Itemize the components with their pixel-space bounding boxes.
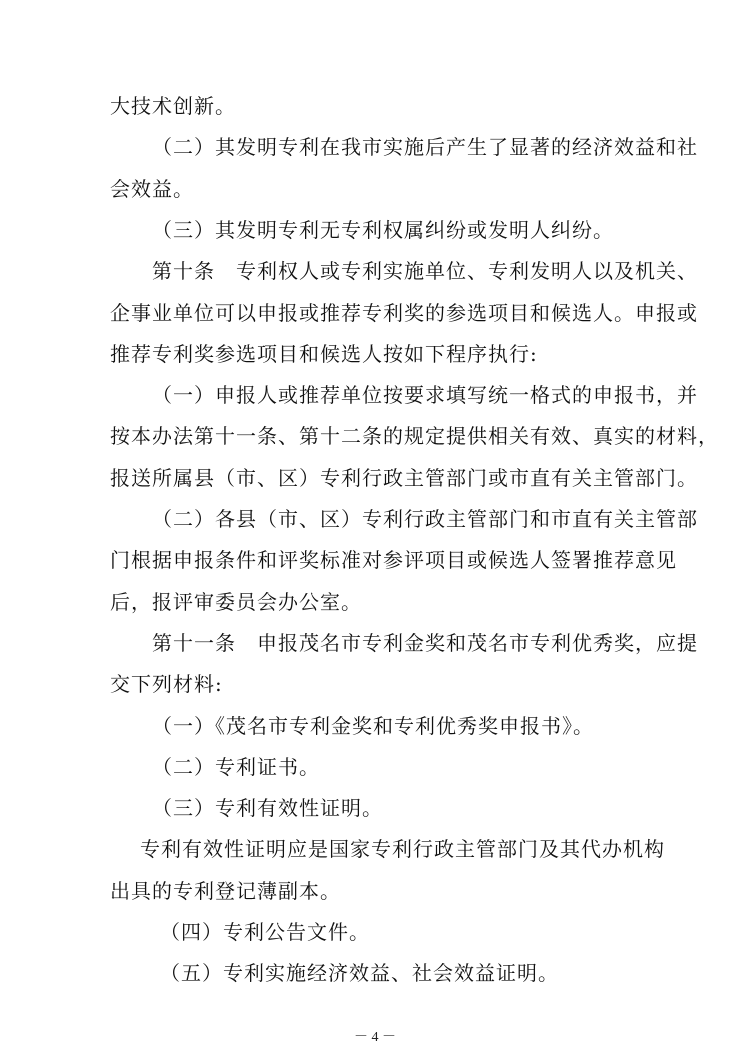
- text-line: 推荐专利奖参选项目和候选人按如下程序执行:: [110, 341, 538, 366]
- text-line: （二）各县（市、区）专利行政主管部门和市直有关主管部: [152, 507, 698, 531]
- text-line: （二）其发明专利在我市实施后产生了显著的经济效益和社: [152, 135, 698, 160]
- text-line: 后，报评审委员会办公室。: [110, 589, 362, 614]
- text-line: 报送所属县（市、区）专利行政主管部门或市直有关主管部门。: [110, 465, 698, 490]
- text-line: （四）专利公告文件。: [160, 920, 370, 944]
- text-line: （五）专利实施经济效益、社会效益证明。: [160, 961, 559, 986]
- text-line: 出具的专利登记薄副本。: [110, 878, 341, 903]
- text-line: （三）其发明专利无专利权属纠纷或发明人纠纷。: [152, 217, 614, 242]
- text-line: 大技术创新。: [110, 94, 236, 118]
- text-line: 交下列材料:: [110, 672, 223, 697]
- text-line: 第十条 专利权人或专利实施单位、专利发明人以及机关、: [152, 259, 698, 284]
- text-line: （一）申报人或推荐单位按要求填写统一格式的申报书，并: [152, 383, 698, 408]
- text-line: 第十一条 申报茂名市专利金奖和茂名市专利优秀奖，应提: [152, 630, 698, 655]
- text-line: （三）专利有效性证明。: [152, 796, 383, 821]
- text-line: 会效益。: [110, 176, 194, 201]
- text-line: 专利有效性证明应是国家专利行政主管部门及其代办机构: [140, 837, 665, 862]
- text-line: 企事业单位可以申报或推荐专利奖的参选项目和候选人。申报或: [110, 300, 698, 325]
- text-line: （一）《茂名市专利金奖和专利优秀奖申报书》。: [152, 713, 594, 738]
- text-line: 按本办法第十一条、第十二条的规定提供相关有效、真实的材料，: [110, 424, 719, 449]
- page-number: － 4 －: [354, 1029, 396, 1045]
- text-line: （二）专利证书。: [152, 754, 320, 779]
- text-line: 门根据申报条件和评奖标准对参评项目或候选人签署推荐意见: [110, 548, 677, 573]
